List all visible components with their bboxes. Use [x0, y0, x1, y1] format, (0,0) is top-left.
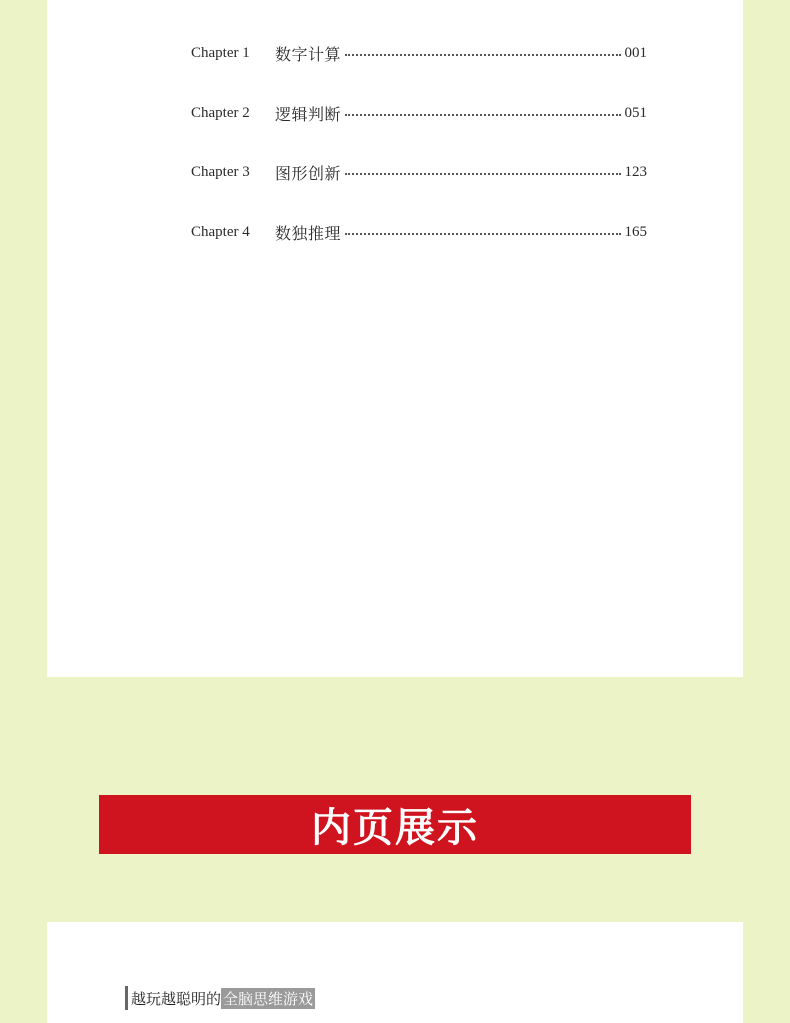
toc-chapter-label: Chapter 2 [191, 104, 250, 121]
toc-page-number: 165 [624, 223, 647, 240]
toc-dot-leader [345, 173, 620, 175]
toc-chapter-label: Chapter 3 [191, 163, 250, 180]
toc-chapter-label: Chapter 4 [191, 223, 250, 240]
banner-title: 内页展示 [311, 805, 479, 851]
toc-page-number: 123 [624, 163, 647, 180]
book-header-main-text: 越玩越聪明的 [131, 989, 222, 1008]
toc-dot-leader [345, 233, 620, 235]
toc-chapter-title: 逻辑判断 [275, 104, 342, 124]
toc-entry [191, 161, 647, 183]
toc-card [47, 0, 743, 677]
section-banner [99, 795, 691, 854]
toc-chapter-title: 数独推理 [275, 223, 342, 243]
toc-dot-leader [345, 54, 620, 56]
book-running-header [125, 986, 315, 1010]
toc-chapter-label: Chapter 1 [191, 44, 250, 61]
toc-dot-leader [345, 114, 620, 116]
toc-entry [191, 42, 647, 64]
toc-entry [191, 102, 647, 124]
toc-page-number: 001 [624, 44, 647, 61]
toc-page-number: 051 [624, 104, 647, 121]
toc-chapter-title: 数字计算 [275, 44, 342, 64]
toc-entry [191, 221, 647, 243]
preview-page-card [47, 922, 743, 1023]
book-header-sub-text: 全脑思维游戏 [223, 989, 314, 1008]
toc-chapter-title: 图形创新 [275, 163, 342, 183]
